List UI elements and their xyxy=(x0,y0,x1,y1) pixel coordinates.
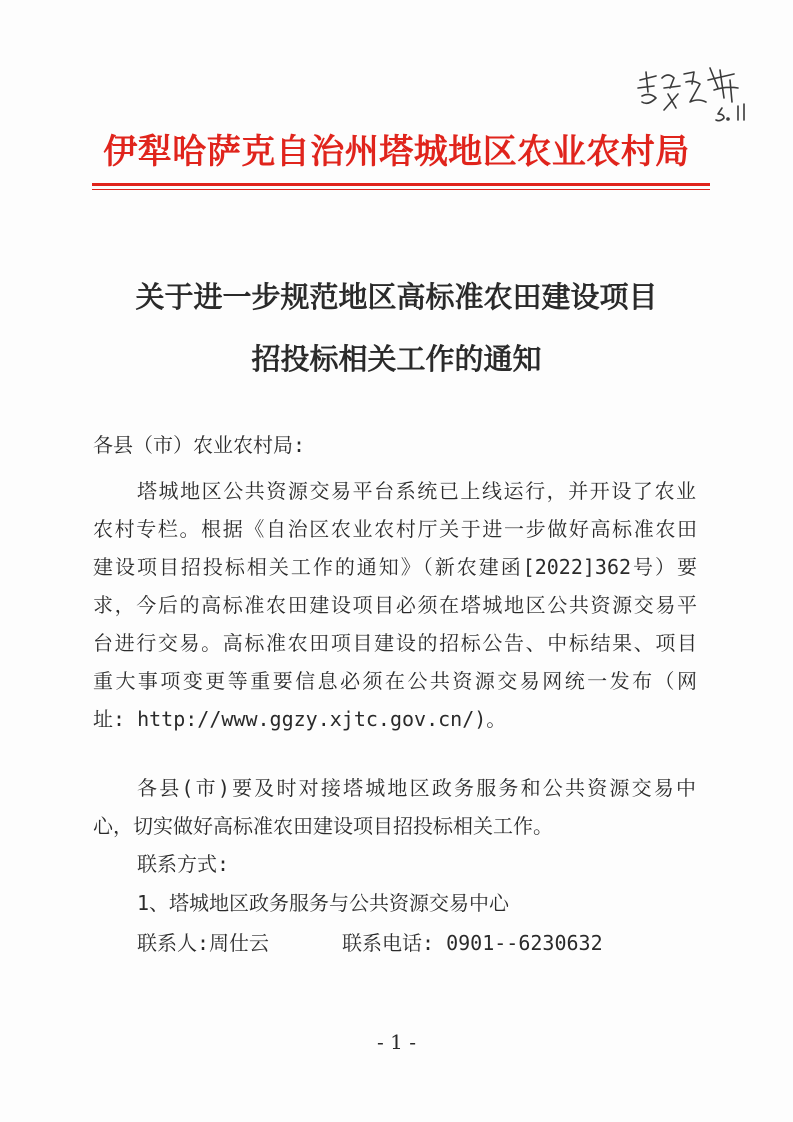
handwritten-signature xyxy=(634,58,754,124)
paragraph-2-line-1: 各县(市)要及时对接塔城地区政务服务和公共资源交易中 xyxy=(137,776,696,800)
document-title-line-1: 关于进一步规范地区高标准农田建设项目 xyxy=(135,280,658,314)
organization-header: 伊犁哈萨克自治州塔城地区农业农村局 xyxy=(103,132,690,172)
contact-person: 联系人:周仕云 xyxy=(137,931,270,955)
contact-phone: 联系电话: 0901--6230632 xyxy=(342,931,603,955)
salutation: 各县（市）农业农村局: xyxy=(93,433,306,457)
document-title-line-2: 招投标相关工作的通知 xyxy=(251,342,542,376)
paragraph-1-line-4: 求，今后的高标准农田建设项目必须在塔城地区公共资源交易平 xyxy=(93,593,697,617)
contact-heading: 联系方式: xyxy=(137,852,230,876)
paragraph-1-line-3: 建设项目招投标相关工作的通知》（新农建函[2022]362号）要 xyxy=(93,555,697,579)
paragraph-1-line-2: 农村专栏。根据《自治区农业农村厅关于进一步做好高标准农田 xyxy=(93,517,697,541)
paragraph-1-line-5: 台进行交易。高标准农田项目建设的招标公告、中标结果、项目 xyxy=(93,631,697,655)
paragraph-1-line-7: 址: http://www.ggzy.xjtc.gov.cn/)。 xyxy=(93,707,507,731)
paragraph-1-line-1: 塔城地区公共资源交易平台系统已上线运行，并开设了农业 xyxy=(137,479,696,503)
contact-item-1: 1、塔城地区政务服务与公共资源交易中心 xyxy=(137,891,510,915)
paragraph-2-line-2: 心，切实做好高标准农田建设项目招投标相关工作。 xyxy=(93,814,553,838)
page-number: - 1 - xyxy=(377,1030,416,1054)
header-red-rule-thick xyxy=(92,183,710,186)
header-red-rule-thin xyxy=(92,189,710,190)
paragraph-1-line-6: 重大事项变更等重要信息必须在公共资源交易网统一发布（网 xyxy=(93,669,697,693)
